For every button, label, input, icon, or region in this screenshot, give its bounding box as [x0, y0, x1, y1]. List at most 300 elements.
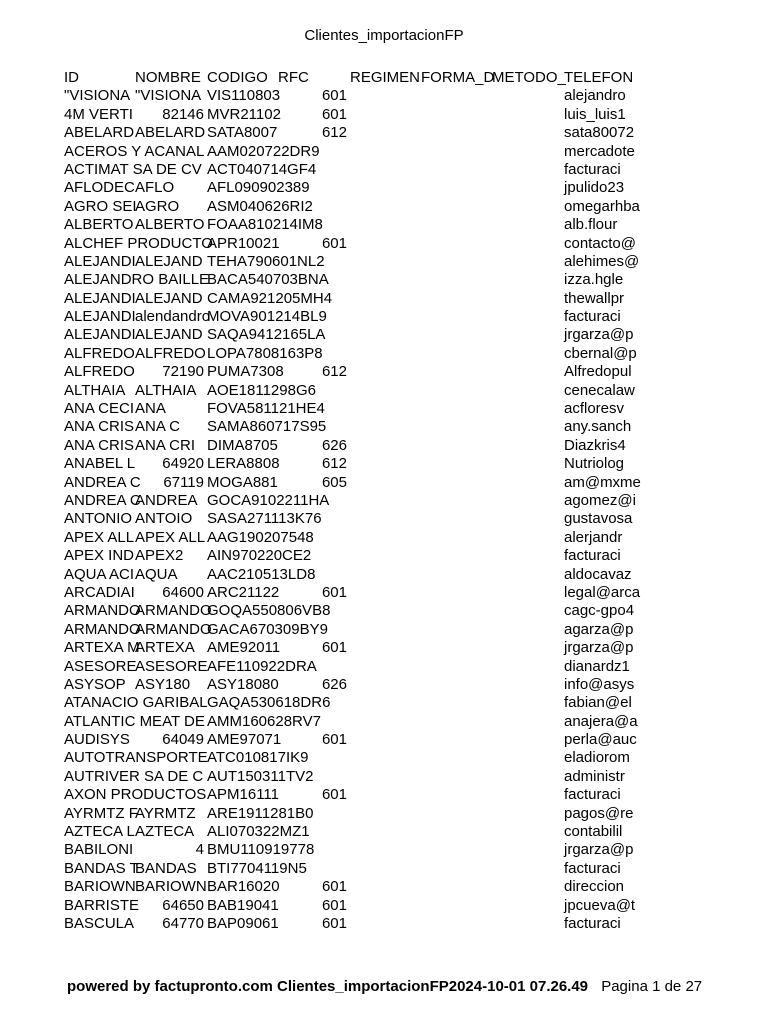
- cell-codigo: AOE1811298G6: [207, 381, 316, 399]
- cell-rfc: 601: [321, 234, 347, 252]
- page-footer: [67, 978, 702, 995]
- cell-metodo-de-pago: [492, 510, 563, 528]
- cell-rfc: [278, 161, 349, 179]
- cell-rfc: 626: [321, 675, 347, 693]
- cell-codigo: AMM160628RV7: [207, 712, 321, 730]
- cell-id: "VISIONA: [64, 87, 131, 105]
- cell-regimen: [350, 823, 421, 841]
- cell-nombre: APEX2: [135, 547, 184, 565]
- header-regimen: REGIMEN: [350, 69, 421, 86]
- cell-nombre: [135, 235, 206, 253]
- cell-forma-de-pago: [421, 308, 492, 326]
- cell-telefono: facturaci: [564, 547, 621, 565]
- cell-id: ARMANDO: [64, 602, 141, 620]
- cell-metodo-de-pago: [492, 326, 563, 344]
- cell-forma-de-pago: [421, 768, 492, 786]
- cell-codigo: DIMA8705: [207, 436, 278, 454]
- cell-telefono: acfloresv: [564, 400, 625, 418]
- cell-id: ANABEL L: [64, 455, 136, 473]
- cell-rfc: 601: [321, 87, 347, 105]
- cell-metodo-de-pago: [492, 897, 563, 915]
- cell-regimen: [350, 676, 421, 694]
- cell-rfc: [278, 749, 349, 767]
- cell-forma-de-pago: [421, 860, 492, 878]
- cell-metodo-de-pago: [492, 290, 563, 308]
- cell-metodo-de-pago: [492, 216, 563, 234]
- cell-regimen: [350, 124, 421, 142]
- cell-metodo-de-pago: [492, 841, 563, 859]
- cell-nombre: ALEJAND: [135, 289, 203, 307]
- cell-forma-de-pago: [421, 694, 492, 712]
- cell-regimen: [350, 216, 421, 234]
- cell-id: ALEJANDRO BAILLE: [64, 271, 210, 289]
- cell-codigo: GAQA530618DR6: [207, 694, 331, 712]
- cell-rfc: [278, 400, 349, 418]
- cell-forma-de-pago: [421, 897, 492, 915]
- cell-codigo: SATA8007: [207, 124, 278, 142]
- cell-nombre: AGRO: [135, 197, 180, 215]
- cell-metodo-de-pago: [492, 860, 563, 878]
- cell-rfc: 612: [321, 124, 347, 142]
- cell-codigo: BMU110919778: [207, 841, 315, 859]
- cell-id: ARMANDO: [64, 620, 141, 638]
- cell-regimen: [350, 437, 421, 455]
- cell-telefono: contacto@: [564, 234, 636, 252]
- cell-nombre: 64049: [162, 731, 204, 749]
- cell-codigo: BACA540703BNA: [207, 271, 329, 289]
- cell-telefono: anajera@a: [564, 712, 638, 730]
- cell-codigo: ACT040714GF4: [207, 160, 317, 178]
- cell-telefono: agarza@p: [564, 620, 634, 638]
- header-telefono: TELEFON: [564, 69, 634, 86]
- cell-id: ALEJANDI: [64, 308, 136, 326]
- cell-metodo-de-pago: [492, 713, 563, 731]
- cell-codigo: VIS110803: [207, 87, 281, 105]
- cell-codigo: GACA670309BY9: [207, 620, 328, 638]
- cell-regimen: [350, 731, 421, 749]
- cell-nombre: BARIOWN: [135, 878, 207, 896]
- cell-forma-de-pago: [421, 198, 492, 216]
- cell-forma-de-pago: [421, 382, 492, 400]
- cell-forma-de-pago: [421, 326, 492, 344]
- cell-telefono: agomez@i: [564, 491, 636, 509]
- cell-regimen: [350, 878, 421, 896]
- cell-rfc: [278, 621, 349, 639]
- cell-telefono: izza.hgle: [564, 271, 624, 289]
- cell-nombre: ANA CRI: [135, 436, 196, 454]
- cell-regimen: [350, 547, 421, 565]
- cell-nombre: [135, 271, 206, 289]
- cell-telefono: eladiorom: [564, 749, 630, 767]
- cell-telefono: gustavosa: [564, 510, 633, 528]
- cell-rfc: 626: [321, 436, 347, 454]
- cell-regimen: [350, 639, 421, 657]
- cell-telefono: jpulido23: [564, 179, 625, 197]
- cell-rfc: [278, 602, 349, 620]
- cell-nombre: ARMANDO: [135, 602, 212, 620]
- cell-telefono: Alfredopul: [564, 363, 632, 381]
- cell-telefono: alejandro: [564, 87, 626, 105]
- cell-metodo-de-pago: [492, 566, 563, 584]
- cell-telefono: administr: [564, 767, 625, 785]
- cell-rfc: [278, 547, 349, 565]
- cell-rfc: [278, 418, 349, 436]
- cell-forma-de-pago: [421, 179, 492, 197]
- cell-telefono: cagc-gpo4: [564, 602, 635, 620]
- cell-regimen: [350, 418, 421, 436]
- cell-regimen: [350, 455, 421, 473]
- cell-metodo-de-pago: [492, 363, 563, 381]
- cell-metodo-de-pago: [492, 621, 563, 639]
- cell-nombre: 64770: [162, 914, 204, 932]
- cell-rfc: [278, 290, 349, 308]
- cell-forma-de-pago: [421, 290, 492, 308]
- cell-nombre: 64650: [162, 896, 204, 914]
- cell-id: ALEJANDI: [64, 289, 136, 307]
- cell-metodo-de-pago: [492, 474, 563, 492]
- cell-regimen: [350, 841, 421, 859]
- cell-nombre: [135, 694, 206, 712]
- cell-codigo: MOGA881: [207, 473, 278, 491]
- cell-forma-de-pago: [421, 786, 492, 804]
- cell-forma-de-pago: [421, 400, 492, 418]
- cell-telefono: alehimes@: [564, 252, 640, 270]
- cell-codigo: AME97071: [207, 731, 282, 749]
- cell-codigo: ASY18080: [207, 675, 279, 693]
- cell-rfc: [278, 510, 349, 528]
- cell-nombre: alendandro: [135, 308, 211, 326]
- cell-codigo: ASM040626RI2: [207, 197, 313, 215]
- cell-codigo: MVR21102: [207, 105, 281, 123]
- cell-nombre: ANDREA: [135, 491, 198, 509]
- cell-regimen: [350, 143, 421, 161]
- cell-rfc: 601: [321, 105, 347, 123]
- cell-id: ALEJANDI: [64, 326, 136, 344]
- cell-regimen: [350, 749, 421, 767]
- cell-telefono: contabilil: [564, 823, 623, 841]
- cell-codigo: FOVA581121HE4: [207, 400, 325, 418]
- cell-nombre: ARTEXA: [135, 639, 195, 657]
- cell-codigo: SAMA860717S95: [207, 418, 327, 436]
- cell-codigo: BAR16020: [207, 878, 280, 896]
- cell-forma-de-pago: [421, 731, 492, 749]
- cell-codigo: MOVA901214BL9: [207, 308, 327, 326]
- cell-nombre: ANA: [135, 400, 166, 418]
- cell-rfc: 612: [321, 363, 347, 381]
- cell-id: ARTEXA M: [64, 639, 140, 657]
- cell-nombre: ALFREDO: [135, 344, 206, 362]
- cell-nombre: "VISIONA: [135, 87, 202, 105]
- cell-regimen: [350, 179, 421, 197]
- cell-forma-de-pago: [421, 529, 492, 547]
- cell-id: ANA CRIS: [64, 436, 135, 454]
- cell-regimen: [350, 235, 421, 253]
- cell-forma-de-pago: [421, 216, 492, 234]
- cell-nombre: [135, 749, 206, 767]
- cell-metodo-de-pago: [492, 308, 563, 326]
- cell-forma-de-pago: [421, 235, 492, 253]
- cell-id: ALCHEF PRODUCTO: [64, 234, 213, 252]
- cell-nombre: [135, 768, 206, 786]
- cell-telefono: direccion: [564, 878, 625, 896]
- cell-id: AXON PRODUCTOS: [64, 786, 207, 804]
- cell-telefono: omegarhba: [564, 197, 640, 215]
- cell-rfc: [278, 529, 349, 547]
- cell-id: BARIOWN: [64, 878, 136, 896]
- cell-codigo: AUT150311TV2: [207, 767, 314, 785]
- cell-forma-de-pago: [421, 87, 492, 105]
- cell-id: AZTECA L: [64, 823, 135, 841]
- cell-regimen: [350, 198, 421, 216]
- cell-forma-de-pago: [421, 602, 492, 620]
- cell-forma-de-pago: [421, 455, 492, 473]
- cell-telefono: alerjandr: [564, 528, 623, 546]
- cell-id: ATLANTIC MEAT DE: [64, 712, 205, 730]
- cell-nombre: 4: [195, 841, 204, 859]
- cell-rfc: [278, 326, 349, 344]
- cell-id: ASYSOP: [64, 675, 126, 693]
- cell-regimen: [350, 694, 421, 712]
- cell-forma-de-pago: [421, 676, 492, 694]
- cell-rfc: 601: [321, 639, 347, 657]
- cell-codigo: GOCA9102211HA: [207, 491, 330, 509]
- cell-codigo: BTI7704119N5: [207, 859, 307, 877]
- cell-id: ANTONIO: [64, 510, 133, 528]
- cell-regimen: [350, 492, 421, 510]
- cell-regimen: [350, 658, 421, 676]
- cell-regimen: [350, 474, 421, 492]
- cell-telefono: mercadote: [564, 142, 635, 160]
- cell-codigo: AFE110922DRA: [207, 657, 317, 675]
- cell-id: ALBERTO: [64, 216, 134, 234]
- cell-codigo: AAG190207548: [207, 528, 314, 546]
- cell-rfc: [278, 253, 349, 271]
- cell-rfc: [278, 382, 349, 400]
- cell-metodo-de-pago: [492, 529, 563, 547]
- cell-id: ALTHAIA: [64, 381, 126, 399]
- cell-nombre: [135, 713, 206, 731]
- footer-powered-by: powered by factupronto.com: [67, 978, 273, 995]
- cell-telefono: info@asys: [564, 675, 635, 693]
- cell-id: ARCADIAI: [64, 583, 135, 601]
- page-title: Clientes_importacionFP: [304, 27, 464, 44]
- cell-regimen: [350, 897, 421, 915]
- cell-forma-de-pago: [421, 823, 492, 841]
- cell-rfc: [278, 345, 349, 363]
- cell-codigo: SASA271113K76: [207, 510, 322, 528]
- cell-forma-de-pago: [421, 474, 492, 492]
- cell-metodo-de-pago: [492, 345, 563, 363]
- cell-nombre: AQUA: [135, 565, 178, 583]
- cell-forma-de-pago: [421, 161, 492, 179]
- cell-telefono: legal@arca: [564, 583, 641, 601]
- cell-telefono: facturaci: [564, 859, 621, 877]
- cell-telefono: alb.flour: [564, 216, 618, 234]
- cell-nombre: ANTOIO: [135, 510, 193, 528]
- cell-id: AGRO SEI: [64, 197, 137, 215]
- cell-nombre: 64600: [162, 583, 204, 601]
- cell-forma-de-pago: [421, 510, 492, 528]
- cell-nombre: [135, 161, 206, 179]
- cell-regimen: [350, 860, 421, 878]
- cell-telefono: Nutriolog: [564, 455, 625, 473]
- cell-metodo-de-pago: [492, 179, 563, 197]
- cell-metodo-de-pago: [492, 124, 563, 142]
- cell-nombre: AFLO: [135, 179, 175, 197]
- cell-metodo-de-pago: [492, 639, 563, 657]
- cell-id: ASESORE: [64, 657, 137, 675]
- cell-id: APEX ALL: [64, 528, 135, 546]
- cell-id: BASCULA: [64, 914, 135, 932]
- cell-codigo: AAM020722DR9: [207, 142, 320, 160]
- cell-forma-de-pago: [421, 566, 492, 584]
- cell-codigo: BAP09061: [207, 914, 279, 932]
- cell-telefono: pagos@re: [564, 804, 634, 822]
- cell-nombre: [135, 786, 206, 804]
- cell-id: BARRISTE: [64, 896, 140, 914]
- cell-rfc: [278, 658, 349, 676]
- cell-id: APEX IND: [64, 547, 135, 565]
- cell-id: AFLODEC: [64, 179, 135, 197]
- cell-regimen: [350, 290, 421, 308]
- cell-id: BANDAS T: [64, 859, 139, 877]
- cell-id: ACEROS Y ACANAL: [64, 142, 205, 160]
- cell-telefono: facturaci: [564, 786, 621, 804]
- cell-nombre: ALTHAIA: [135, 381, 197, 399]
- cell-id: ANDREA C: [64, 473, 141, 491]
- cell-nombre: AZTECA: [135, 823, 195, 841]
- cell-telefono: luis_luis1: [564, 105, 626, 123]
- cell-metodo-de-pago: [492, 418, 563, 436]
- header-forma-de-pago: FORMA_D: [421, 69, 495, 86]
- cell-id: AUTRIVER SA DE C: [64, 767, 204, 785]
- cell-id: ATANACIO GARIBAL: [64, 694, 208, 712]
- cell-metodo-de-pago: [492, 731, 563, 749]
- cell-metodo-de-pago: [492, 676, 563, 694]
- cell-id: AUDISYS: [64, 731, 130, 749]
- cell-metodo-de-pago: [492, 878, 563, 896]
- cell-codigo: GOQA550806VB8: [207, 602, 331, 620]
- cell-nombre: ALEJAND: [135, 252, 203, 270]
- cell-id: ANA CECI: [64, 400, 135, 418]
- footer-filename-timestamp: Clientes_importacionFP2024-10-01 07.26.49: [277, 978, 589, 995]
- cell-forma-de-pago: [421, 878, 492, 896]
- cell-forma-de-pago: [421, 106, 492, 124]
- cell-nombre: BANDAS: [135, 859, 197, 877]
- cell-metodo-de-pago: [492, 658, 563, 676]
- cell-regimen: [350, 786, 421, 804]
- cell-nombre: ASY180: [135, 675, 191, 693]
- cell-rfc: [278, 805, 349, 823]
- cell-metodo-de-pago: [492, 87, 563, 105]
- cell-rfc: [278, 308, 349, 326]
- cell-forma-de-pago: [421, 345, 492, 363]
- cell-id: AQUA ACI: [64, 565, 135, 583]
- cell-rfc: 601: [321, 786, 347, 804]
- cell-regimen: [350, 805, 421, 823]
- cell-forma-de-pago: [421, 658, 492, 676]
- cell-telefono: cbernal@p: [564, 344, 637, 362]
- cell-telefono: Diazkris4: [564, 436, 626, 454]
- cell-regimen: [350, 326, 421, 344]
- cell-forma-de-pago: [421, 418, 492, 436]
- cell-nombre: 72190: [162, 363, 204, 381]
- cell-codigo: TEHA790601NL2: [207, 252, 325, 270]
- cell-metodo-de-pago: [492, 492, 563, 510]
- cell-id: ANDREA C: [64, 491, 141, 509]
- cell-metodo-de-pago: [492, 253, 563, 271]
- cell-regimen: [350, 713, 421, 731]
- cell-nombre: ALEJAND: [135, 326, 203, 344]
- cell-codigo: ARE1911281B0: [207, 804, 314, 822]
- cell-telefono: am@mxme: [564, 473, 641, 491]
- cell-nombre: AYRMTZ: [135, 804, 196, 822]
- cell-metodo-de-pago: [492, 198, 563, 216]
- cell-regimen: [350, 584, 421, 602]
- cell-regimen: [350, 566, 421, 584]
- cell-codigo: AAC210513LD8: [207, 565, 316, 583]
- cell-metodo-de-pago: [492, 271, 563, 289]
- cell-regimen: [350, 621, 421, 639]
- cell-nombre: ALBERTO: [135, 216, 205, 234]
- cell-metodo-de-pago: [492, 786, 563, 804]
- cell-rfc: [278, 823, 349, 841]
- cell-telefono: jrgarza@p: [564, 639, 634, 657]
- cell-nombre: ANA C: [135, 418, 181, 436]
- cell-metodo-de-pago: [492, 382, 563, 400]
- cell-forma-de-pago: [421, 363, 492, 381]
- footer-page-info: Pagina 1 de 27: [601, 978, 703, 995]
- cell-codigo: APR10021: [207, 234, 280, 252]
- cell-nombre: 64920: [162, 455, 204, 473]
- cell-metodo-de-pago: [492, 547, 563, 565]
- cell-rfc: [278, 179, 349, 197]
- cell-codigo: AME92011: [207, 639, 281, 657]
- cell-codigo: APM16111: [207, 786, 279, 804]
- cell-nombre: ARMANDO: [135, 620, 212, 638]
- cell-rfc: [278, 841, 349, 859]
- header-metodo-de-pago: METODO_: [492, 69, 566, 86]
- cell-rfc: [278, 860, 349, 878]
- cell-id: ALFREDO: [64, 363, 135, 381]
- cell-id: ALFREDO: [64, 344, 135, 362]
- cell-rfc: [278, 694, 349, 712]
- cell-id: ABELARD: [64, 124, 135, 142]
- cell-rfc: [278, 198, 349, 216]
- cell-telefono: facturaci: [564, 160, 621, 178]
- cell-metodo-de-pago: [492, 602, 563, 620]
- cell-codigo: PUMA7308: [207, 363, 284, 381]
- cell-regimen: [350, 345, 421, 363]
- cell-telefono: jrgarza@p: [564, 841, 634, 859]
- cell-rfc: 601: [321, 878, 347, 896]
- cell-regimen: [350, 308, 421, 326]
- cell-codigo: BAB19041: [207, 896, 279, 914]
- cell-nombre: [135, 143, 206, 161]
- cell-metodo-de-pago: [492, 106, 563, 124]
- cell-rfc: 601: [321, 731, 347, 749]
- cell-rfc: [278, 143, 349, 161]
- cell-forma-de-pago: [421, 639, 492, 657]
- cell-telefono: any.sanch: [564, 418, 632, 436]
- cell-forma-de-pago: [421, 749, 492, 767]
- cell-rfc: [278, 713, 349, 731]
- cell-forma-de-pago: [421, 143, 492, 161]
- cell-metodo-de-pago: [492, 400, 563, 418]
- cell-codigo: FOAA810214IM8: [207, 216, 323, 234]
- cell-forma-de-pago: [421, 253, 492, 271]
- cell-forma-de-pago: [421, 621, 492, 639]
